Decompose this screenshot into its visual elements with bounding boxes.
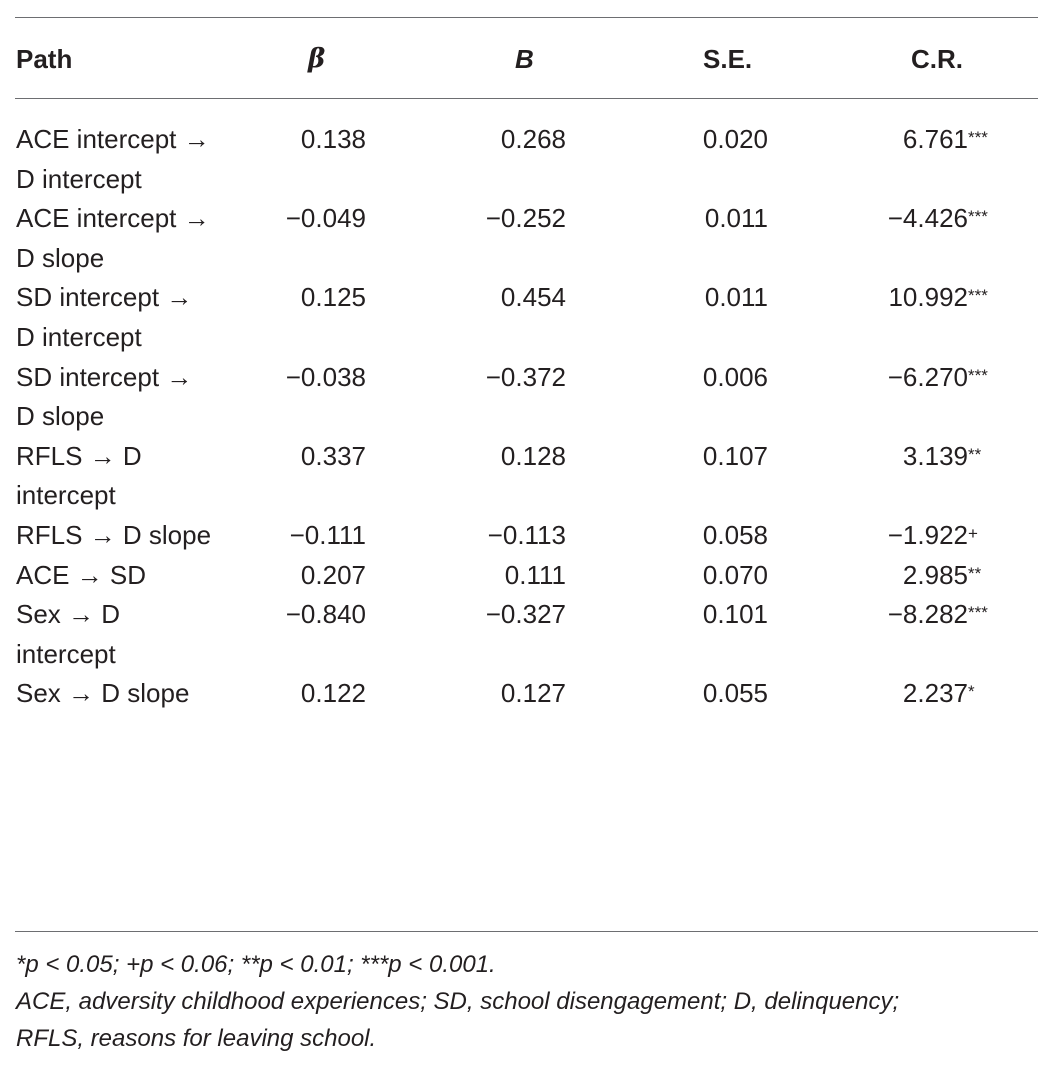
se-cell: 0.101 bbox=[702, 599, 768, 630]
path-cell: RFLS → D slope bbox=[16, 519, 212, 550]
table-row bbox=[0, 516, 1053, 556]
table-row bbox=[0, 674, 1053, 714]
cr-value: 3.139 bbox=[902, 440, 968, 471]
se-cell: 0.070 bbox=[702, 559, 768, 590]
b-cell: −0.372 bbox=[485, 361, 566, 392]
significance-marker: * bbox=[968, 682, 975, 702]
table-row bbox=[0, 120, 1053, 199]
path-cell: SD intercept → D intercept bbox=[16, 282, 193, 352]
beta-cell: −0.840 bbox=[285, 599, 366, 630]
significance-marker: *** bbox=[968, 207, 988, 227]
cr-value: 10.992 bbox=[888, 282, 968, 313]
table-row bbox=[0, 437, 1053, 516]
cr-cell bbox=[0, 120, 988, 160]
column-header-beta: β bbox=[308, 44, 326, 74]
b-cell: −0.327 bbox=[485, 599, 566, 630]
cr-cell bbox=[0, 516, 978, 556]
cr-value: −6.270 bbox=[887, 361, 968, 392]
cr-cell bbox=[0, 556, 982, 596]
se-cell: 0.055 bbox=[702, 678, 768, 709]
cr-value: −8.282 bbox=[887, 599, 968, 630]
table-row bbox=[0, 556, 1053, 596]
cr-cell bbox=[0, 674, 975, 714]
path-cell: RFLS → D intercept bbox=[16, 440, 142, 511]
table-row bbox=[0, 199, 1053, 278]
cr-cell bbox=[0, 199, 988, 239]
se-cell: 0.006 bbox=[702, 361, 768, 392]
beta-cell: 0.122 bbox=[300, 678, 366, 709]
path-cell: ACE → SD bbox=[16, 559, 147, 590]
se-cell: 0.011 bbox=[704, 203, 768, 234]
significance-marker: + bbox=[968, 523, 978, 543]
beta-cell: −0.111 bbox=[289, 519, 366, 550]
table-row bbox=[0, 595, 1053, 674]
column-header-b: B bbox=[515, 44, 534, 74]
beta-cell: −0.049 bbox=[285, 203, 366, 234]
table-top-rule bbox=[15, 17, 1038, 18]
column-header-path: Path bbox=[16, 44, 73, 74]
b-cell: 0.268 bbox=[500, 124, 566, 154]
se-cell: 0.011 bbox=[704, 282, 768, 313]
table-row bbox=[0, 278, 1053, 357]
b-cell: 0.454 bbox=[500, 282, 566, 313]
table-body bbox=[0, 120, 1053, 714]
beta-cell: 0.125 bbox=[300, 282, 366, 313]
se-cell: 0.058 bbox=[702, 519, 768, 550]
path-cell: Sex → D slope bbox=[16, 678, 190, 709]
se-cell: 0.020 bbox=[702, 124, 768, 154]
se-cell: 0.107 bbox=[702, 440, 768, 471]
beta-cell: 0.337 bbox=[300, 440, 366, 471]
b-cell: −0.252 bbox=[485, 203, 566, 234]
cr-cell bbox=[0, 358, 988, 398]
significance-marker: *** bbox=[968, 365, 988, 385]
cr-cell bbox=[0, 595, 988, 635]
path-cell: Sex → D intercept bbox=[16, 599, 121, 669]
cr-value: 2.237 bbox=[902, 678, 968, 709]
path-cell: ACE intercept → D slope bbox=[16, 203, 210, 273]
abbreviation-footnote: ACE, adversity childhood experiences; SD, school disengagement; D, delinquency; bbox=[16, 988, 900, 1015]
beta-cell: 0.138 bbox=[300, 124, 366, 154]
cr-value: 6.761 bbox=[902, 124, 968, 154]
significance-marker: *** bbox=[968, 603, 988, 623]
cr-value: 2.985 bbox=[902, 559, 968, 590]
b-cell: 0.128 bbox=[500, 440, 566, 471]
cr-value: −1.922 bbox=[887, 519, 968, 550]
significance-footnote: *p < 0.05; +p < 0.06; **p < 0.01; ***p < 0.001. bbox=[16, 951, 496, 978]
significance-marker: ** bbox=[968, 563, 982, 583]
cr-cell bbox=[0, 278, 988, 318]
column-header-se: S.E. bbox=[703, 44, 753, 74]
significance-marker: ** bbox=[968, 444, 982, 464]
cr-cell bbox=[0, 437, 982, 477]
cr-value: −4.426 bbox=[887, 203, 968, 234]
significance-marker: *** bbox=[968, 286, 988, 306]
table-row bbox=[0, 358, 1053, 437]
table-bottom-rule bbox=[15, 931, 1038, 932]
b-cell: 0.111 bbox=[504, 559, 566, 590]
b-cell: −0.113 bbox=[487, 519, 566, 550]
b-cell: 0.127 bbox=[500, 678, 566, 709]
path-cell: ACE intercept → D intercept bbox=[16, 124, 210, 194]
abbreviation-footnote-continued: RFLS, reasons for leaving school. bbox=[16, 1025, 377, 1052]
significance-marker: *** bbox=[968, 128, 988, 147]
beta-cell: −0.038 bbox=[285, 361, 366, 392]
column-header-cr: C.R. bbox=[911, 44, 963, 74]
beta-cell: 0.207 bbox=[300, 559, 366, 590]
header-rule bbox=[15, 98, 1038, 99]
path-cell: SD intercept → D slope bbox=[16, 361, 193, 432]
